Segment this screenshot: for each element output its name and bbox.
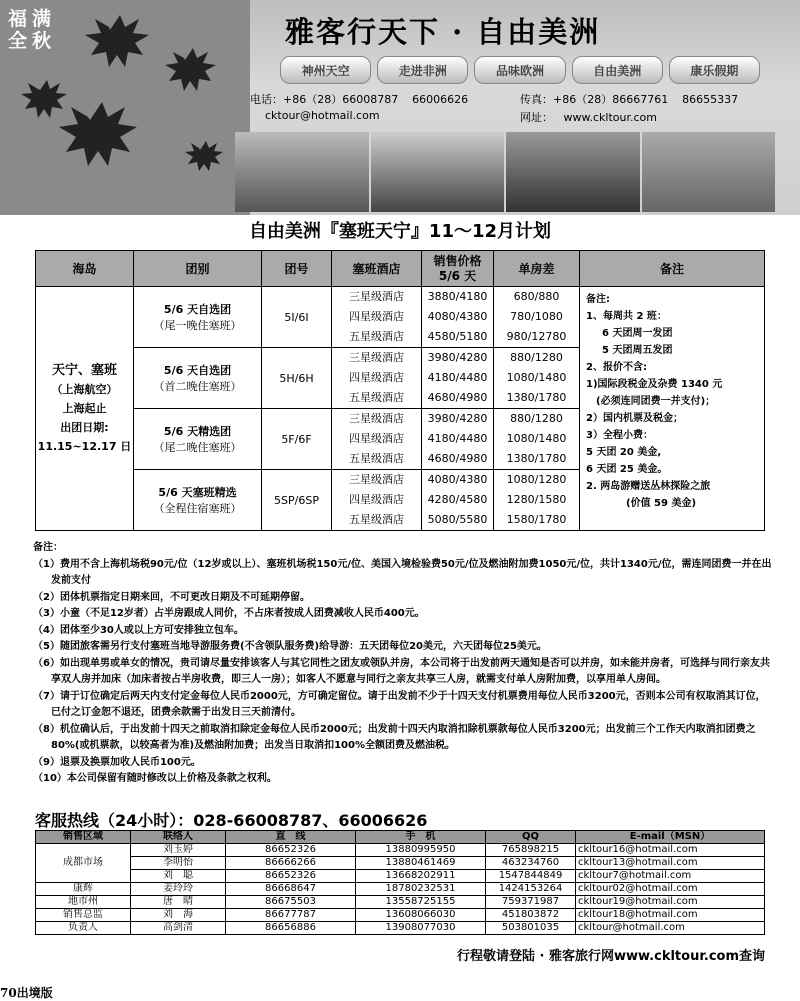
contact-qq: 463234760 bbox=[486, 857, 576, 870]
contact-phone: 86666266 bbox=[226, 857, 356, 870]
contact-phone: 86652326 bbox=[226, 870, 356, 883]
hotel-item: 五星级酒店 bbox=[349, 391, 404, 404]
note-line: 5 天团周五发团 bbox=[602, 345, 673, 356]
photo-landscape bbox=[642, 132, 776, 212]
hotel-item: 四星级酒店 bbox=[349, 432, 404, 445]
hotel-cell bbox=[332, 287, 422, 348]
hotel-item: 四星级酒店 bbox=[349, 310, 404, 323]
island-from: 上海起止 bbox=[62, 402, 107, 415]
contact-mobile: 13608066030 bbox=[356, 909, 486, 922]
price-cell bbox=[422, 409, 494, 470]
contact-email[interactable]: ckltour7@hotmail.com bbox=[576, 870, 765, 883]
website-line[interactable]: 网址： www.ckltour.com bbox=[520, 111, 657, 124]
remark-item: （3）小童（不足12岁者）占半房跟成人同价，不占床者按成人团费减收人民币400元。 bbox=[33, 608, 425, 619]
table-row bbox=[36, 896, 765, 909]
group-sub: （尾二晚住塞班） bbox=[153, 441, 242, 454]
region-cell: 地市州 bbox=[36, 896, 131, 909]
group-name: 5/6 天自选团 bbox=[163, 364, 232, 377]
col-header: 销售价格 5/6 天 bbox=[422, 251, 494, 287]
brand-char: 秋 bbox=[32, 30, 52, 52]
staff-table bbox=[35, 830, 765, 935]
phone-line: 电话：+86（28）66008787 66006626 bbox=[250, 93, 469, 106]
group-sub: （尾一晚住塞班） bbox=[153, 319, 242, 332]
hotel-item: 三星级酒店 bbox=[349, 351, 404, 364]
table-row bbox=[36, 883, 765, 896]
nav-item[interactable]: 走进非洲 bbox=[377, 56, 468, 84]
note-line: 6 天团 25 美金。 bbox=[586, 464, 668, 475]
table-row bbox=[36, 922, 765, 935]
category-nav bbox=[280, 56, 760, 84]
hotel-item: 五星级酒店 bbox=[349, 330, 404, 343]
brand-char: 全 bbox=[8, 30, 28, 52]
hotel-cell bbox=[332, 409, 422, 470]
col-header: 备注 bbox=[580, 251, 765, 287]
remark-item: （6）如出现单男或单女的情况，贵司请尽量安排该客人与其它同性之团友或领队并房，本公司将于出发前两天通知是否可以并房，如未能并房者，可选择与同行亲友共享双人房并加床（加床者按占半房收费，即三人一房）；如客人不愿意与同行之亲友共享三人房，就需支付单人房附加费，以享用单人房间。 bbox=[33, 657, 770, 685]
col-header: QQ bbox=[486, 831, 576, 844]
col-header: 塞班酒店 bbox=[332, 251, 422, 287]
note-line: 1)国际段税金及杂费 1340 元 bbox=[586, 379, 723, 390]
remark-item: （10）本公司保留有随时修改以上价格及条款之权利。 bbox=[33, 773, 277, 784]
hotel-cell bbox=[332, 348, 422, 409]
island-cell bbox=[36, 287, 134, 531]
group-sub: （首二晚住塞班） bbox=[153, 380, 242, 393]
remark-item: （9）退票及换票加收人民币100元。 bbox=[33, 756, 201, 768]
email-line[interactable]: cktour@hotmail.com bbox=[265, 109, 380, 122]
single-cell bbox=[494, 287, 580, 348]
single-item: 680/880 bbox=[513, 290, 560, 303]
note-line: 2、报价不含: bbox=[586, 362, 647, 373]
island-name: 天宁、塞班 bbox=[51, 363, 117, 378]
group-name: 5/6 天精选团 bbox=[163, 425, 232, 438]
single-item: 880/1280 bbox=[510, 412, 563, 425]
contact-mobile: 13668202911 bbox=[356, 870, 486, 883]
hotel-item: 三星级酒店 bbox=[349, 412, 404, 425]
remark-item: （7）请于订位确定后两天内支付定金每位人民币2000元，方可确定留位。请于出发前不少于十四天支付机票费用每位人民币3200元，否则本公司有权取消其订位，已付之订金恕不退还，团费余款需于出发日三天前清付。 bbox=[33, 690, 766, 718]
fax-line: 传真：+86（28）86667761 86655337 bbox=[520, 93, 739, 106]
group-code: 5H/6H bbox=[262, 348, 332, 409]
header-banner bbox=[0, 0, 800, 215]
group-code: 5I/6I bbox=[262, 287, 332, 348]
contact-qq: 1424153264 bbox=[486, 883, 576, 896]
note-line: 3）全程小费： bbox=[586, 430, 653, 441]
note-line: 5 天团 20 美金, bbox=[586, 447, 662, 458]
contact-mobile: 13880461469 bbox=[356, 857, 486, 870]
contact-name: 刘玉婷 bbox=[131, 844, 226, 857]
price-item: 3880/4180 bbox=[427, 290, 488, 303]
photo-hollywood bbox=[371, 132, 505, 212]
price-item: 3980/4280 bbox=[427, 351, 488, 364]
price-item: 4180/4480 bbox=[427, 432, 488, 445]
hotel-item: 三星级酒店 bbox=[349, 473, 404, 486]
contact-mobile: 13880995950 bbox=[356, 844, 486, 857]
hotel-cell bbox=[332, 470, 422, 531]
note-line: 6 天团周一发团 bbox=[602, 328, 673, 339]
contact-name: 高剑清 bbox=[131, 922, 226, 935]
contact-mobile: 13908077030 bbox=[356, 922, 486, 935]
nav-item[interactable]: 品味欧洲 bbox=[474, 56, 565, 84]
brand-char: 满 bbox=[32, 8, 52, 30]
note-line: (必须连同团费一并支付)； bbox=[596, 396, 716, 407]
page-label: 70出境版 bbox=[0, 986, 53, 1000]
col-header: 团别 bbox=[134, 251, 262, 287]
photo-city-street bbox=[506, 132, 640, 212]
contact-phone: 86668647 bbox=[226, 883, 356, 896]
price-item: 4580/5180 bbox=[427, 330, 488, 343]
single-item: 1380/1780 bbox=[506, 391, 567, 404]
hotel-item: 五星级酒店 bbox=[349, 513, 404, 526]
col-header: 直 线 bbox=[226, 831, 356, 844]
contact-qq: 759371987 bbox=[486, 896, 576, 909]
island-dates: 11.15~12.17 日 bbox=[37, 440, 132, 453]
group-sub: （全程住宿塞班） bbox=[153, 502, 242, 515]
single-cell bbox=[494, 348, 580, 409]
nav-item[interactable]: 神州天空 bbox=[280, 56, 371, 84]
note-line: 2. 两岛游赠送丛林探险之旅 bbox=[586, 481, 711, 492]
hotel-item: 四星级酒店 bbox=[349, 493, 404, 506]
photo-statue-of-liberty bbox=[235, 132, 369, 212]
remarks-section bbox=[33, 540, 773, 788]
price-table bbox=[35, 250, 765, 531]
contact-mobile: 18780232531 bbox=[356, 883, 486, 896]
single-item: 1080/1480 bbox=[506, 432, 567, 445]
single-item: 1580/1780 bbox=[506, 513, 567, 526]
note-line: 2）国内机票及税金； bbox=[586, 413, 683, 424]
single-item: 1080/1280 bbox=[506, 473, 567, 486]
footer-note[interactable]: 行程敬请登陆 · 雅客旅行网www.ckltour.com查询 bbox=[456, 949, 765, 964]
single-item: 980/12780 bbox=[506, 330, 567, 343]
contact-email[interactable]: ckltour18@hotmail.com bbox=[576, 909, 765, 922]
nav-item[interactable]: 康乐假期 bbox=[669, 56, 760, 84]
hotel-item: 四星级酒店 bbox=[349, 371, 404, 384]
price-item: 4080/4380 bbox=[427, 473, 488, 486]
table-row bbox=[36, 857, 765, 870]
nav-item[interactable]: 自由美洲 bbox=[572, 56, 663, 84]
price-item: 4180/4480 bbox=[427, 371, 488, 384]
group-cell bbox=[134, 409, 262, 470]
hotel-item: 五星级酒店 bbox=[349, 452, 404, 465]
contact-email[interactable]: ckltour19@hotmail.com bbox=[576, 896, 765, 909]
single-cell bbox=[494, 470, 580, 531]
price-cell bbox=[422, 287, 494, 348]
col-header: 单房差 bbox=[494, 251, 580, 287]
contact-phone: 86675503 bbox=[226, 896, 356, 909]
contact-name: 姜玲玲 bbox=[131, 883, 226, 896]
group-code: 5F/6F bbox=[262, 409, 332, 470]
price-item: 4280/4580 bbox=[427, 493, 488, 506]
hotel-item: 三星级酒店 bbox=[349, 290, 404, 303]
note-line: (价值 59 美金) bbox=[626, 498, 697, 509]
single-item: 880/1280 bbox=[510, 351, 563, 364]
contact-phone: 86656886 bbox=[226, 922, 356, 935]
contact-qq: 503801035 bbox=[486, 922, 576, 935]
remark-item: （2）团体机票指定日期来回，不可更改日期及不可延期停留。 bbox=[33, 591, 310, 603]
contact-name: 唐 晴 bbox=[131, 896, 226, 909]
island-airline: （上海航空） bbox=[51, 383, 118, 396]
brand-calligraphy bbox=[8, 8, 56, 52]
group-cell bbox=[134, 287, 262, 348]
table-row bbox=[36, 909, 765, 922]
group-cell bbox=[134, 348, 262, 409]
remark-item: （4）团体至少30人或以上方可安排独立包车。 bbox=[33, 624, 244, 636]
note-line: 备注: bbox=[586, 294, 610, 305]
brand-char: 福 bbox=[8, 8, 28, 30]
contact-name: 刘 聪 bbox=[131, 870, 226, 883]
col-header: 海岛 bbox=[36, 251, 134, 287]
contact-qq: 1547844849 bbox=[486, 870, 576, 883]
single-item: 1080/1480 bbox=[506, 371, 567, 384]
price-item: 4680/4980 bbox=[427, 391, 488, 404]
group-code: 5SP/6SP bbox=[262, 470, 332, 531]
table-row bbox=[36, 844, 765, 857]
contact-email[interactable]: ckltour@hotmail.com bbox=[576, 922, 765, 935]
plan-headline: 自由美洲『塞班天宁』11～12月计划 bbox=[248, 221, 552, 242]
col-header: 销售区域 bbox=[36, 831, 131, 844]
price-item: 4080/4380 bbox=[427, 310, 488, 323]
contact-email[interactable]: ckltour02@hotmail.com bbox=[576, 883, 765, 896]
price-cell bbox=[422, 470, 494, 531]
price-item: 5080/5580 bbox=[427, 513, 488, 526]
region-cell: 销售总监 bbox=[36, 909, 131, 922]
contact-qq: 451803872 bbox=[486, 909, 576, 922]
island-date-label: 出团日期: bbox=[60, 421, 109, 434]
contact-name: 刘 海 bbox=[131, 909, 226, 922]
notes-cell bbox=[580, 287, 765, 531]
contact-email[interactable]: ckltour16@hotmail.com bbox=[576, 844, 765, 857]
region-cell: 康辉 bbox=[36, 883, 131, 896]
price-cell bbox=[422, 348, 494, 409]
service-hotline: 客服热线（24小时）：028-66008787、66006626 bbox=[35, 811, 428, 830]
group-name: 5/6 天自选团 bbox=[163, 303, 232, 316]
contact-phone: 86652326 bbox=[226, 844, 356, 857]
contact-email[interactable]: ckltour13@hotmail.com bbox=[576, 857, 765, 870]
col-header: E-mail（MSN） bbox=[576, 831, 765, 844]
single-cell bbox=[494, 409, 580, 470]
group-cell bbox=[134, 470, 262, 531]
col-header: 团号 bbox=[262, 251, 332, 287]
col-header: 联络人 bbox=[131, 831, 226, 844]
contact-qq: 765898215 bbox=[486, 844, 576, 857]
group-name: 5/6 天塞班精选 bbox=[158, 486, 237, 499]
price-item: 3980/4280 bbox=[427, 412, 488, 425]
single-item: 780/1080 bbox=[510, 310, 563, 323]
region-cell: 成都市场 bbox=[36, 844, 131, 883]
remark-item: （5）随团旅客需另行支付塞班当地导游服务费(不含领队服务费)给导游：五天团每位20美元，六天团每位25美元。 bbox=[33, 641, 547, 652]
remarks-title: 备注： bbox=[33, 542, 63, 553]
contact-mobile: 13558725155 bbox=[356, 896, 486, 909]
remark-item: （1）费用不含上海机场税90元/位（12岁或以上）、塞班机场税150元/位、美国入境检验费50元/位及燃油附加费1050元/位，共计1340元/位，需连同团费一并在出发前支付 bbox=[33, 558, 772, 586]
price-item: 4680/4980 bbox=[427, 452, 488, 465]
single-item: 1380/1780 bbox=[506, 452, 567, 465]
contact-name: 李明怡 bbox=[131, 857, 226, 870]
remark-item: （8）机位确认后，于出发前十四天之前取消扣除定金每位人民币2000元；出发前十四天内取消扣除机票款每位人民币3200元；出发前三个工作天内取消扣团费之80%(或机票款，以较高者为准)及燃油附加费；出发当日取消扣100%全额团费及燃油税。 bbox=[33, 723, 756, 751]
region-cell: 负责人 bbox=[36, 922, 131, 935]
col-header: 手 机 bbox=[356, 831, 486, 844]
table-row bbox=[36, 870, 765, 883]
note-line: 1、每周共 2 班： bbox=[586, 311, 667, 322]
contact-phone: 86677787 bbox=[226, 909, 356, 922]
page-title: 雅客行天下 · 自由美洲 bbox=[285, 15, 601, 49]
photo-strip bbox=[235, 132, 775, 212]
single-item: 1280/1580 bbox=[506, 493, 567, 506]
